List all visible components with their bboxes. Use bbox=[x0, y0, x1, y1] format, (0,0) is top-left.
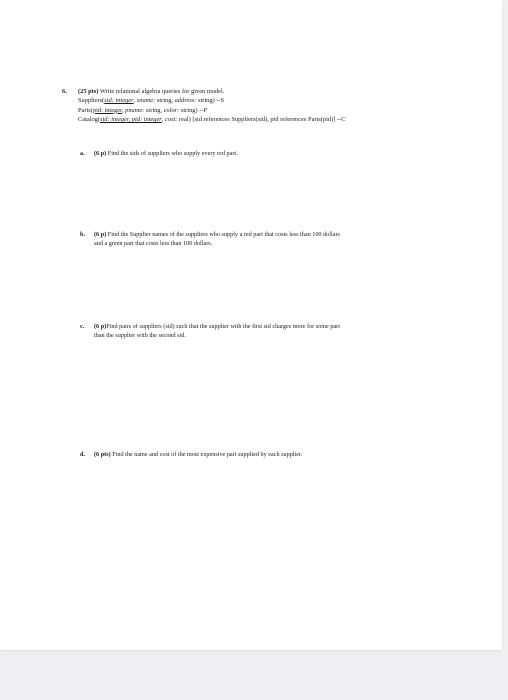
question-body bbox=[78, 87, 458, 124]
subquestion-points: (6 pts) bbox=[94, 451, 111, 458]
schema-type: string) --S bbox=[196, 97, 225, 105]
subquestion-text-line2: and a green part that costs less than 100 dollars. bbox=[94, 240, 213, 248]
schema-suppliers-key: sid: integer bbox=[104, 97, 134, 105]
schema-suppliers bbox=[78, 96, 458, 105]
schema-catalog bbox=[78, 115, 458, 124]
subquestion-label: b. bbox=[80, 231, 85, 238]
question-prompt-line bbox=[78, 87, 458, 96]
schema-type: real) [sid references Suppliers(sid), pid references Parts(pid)] --C bbox=[177, 115, 346, 123]
schema-attr: address: bbox=[174, 97, 197, 105]
schema-sep: , bbox=[121, 106, 126, 114]
subquestion-label: a. bbox=[80, 150, 85, 157]
schema-attr: sname: bbox=[136, 97, 156, 105]
subquestion-text-line2: than the supplier with the second sid. bbox=[94, 332, 186, 340]
schema-type: string) --P bbox=[179, 106, 208, 114]
schema-catalog-name: Catalog( bbox=[78, 115, 101, 123]
schema-parts-name: Parts( bbox=[78, 106, 93, 114]
question-points: (25 pts) bbox=[78, 88, 99, 95]
schema-sep: , bbox=[161, 115, 165, 123]
subquestion-text: Find the Supplier names of the suppliers who supply a red part that costs less than 100 dollars bbox=[107, 231, 340, 238]
subquestion-label: d. bbox=[80, 451, 85, 458]
schema-parts bbox=[78, 106, 458, 115]
question-number: 6. bbox=[62, 88, 67, 95]
subquestion-text: Find the sids of suppliers who supply every red part. bbox=[107, 150, 238, 157]
subquestion-text: Find the name and cost of the most expensive part supplied by each supplier. bbox=[112, 451, 303, 458]
subquestion-points: (6 p) bbox=[94, 231, 107, 238]
subquestion-text-block bbox=[94, 149, 454, 158]
schema-type: string, bbox=[155, 97, 175, 105]
question-prompt: Write relational algebra queries for given model. bbox=[99, 88, 225, 95]
schema-suppliers-name: Suppliers( bbox=[78, 97, 105, 105]
schema-sep: , bbox=[133, 97, 137, 105]
schema-attr: pname: bbox=[125, 106, 145, 114]
subquestion-text: Find pairs of suppliers (sid) such that the supplier with the first sid charges more for some part bbox=[106, 323, 340, 330]
subquestion-text-block bbox=[94, 230, 454, 248]
subquestion-label: c. bbox=[80, 323, 85, 330]
subquestion-points: (6 p) bbox=[94, 323, 107, 330]
schema-attr: color: bbox=[163, 106, 180, 114]
schema-parts-key: pid: integer bbox=[92, 106, 122, 114]
subquestion-points: (6 p) bbox=[94, 150, 107, 157]
schema-type: string, bbox=[144, 106, 164, 114]
subquestion-text-block bbox=[94, 322, 454, 340]
schema-catalog-key: sid: integer, pid: integer bbox=[100, 115, 162, 123]
schema-attr: cost: bbox=[164, 115, 178, 123]
subquestion-text-block bbox=[94, 450, 454, 459]
